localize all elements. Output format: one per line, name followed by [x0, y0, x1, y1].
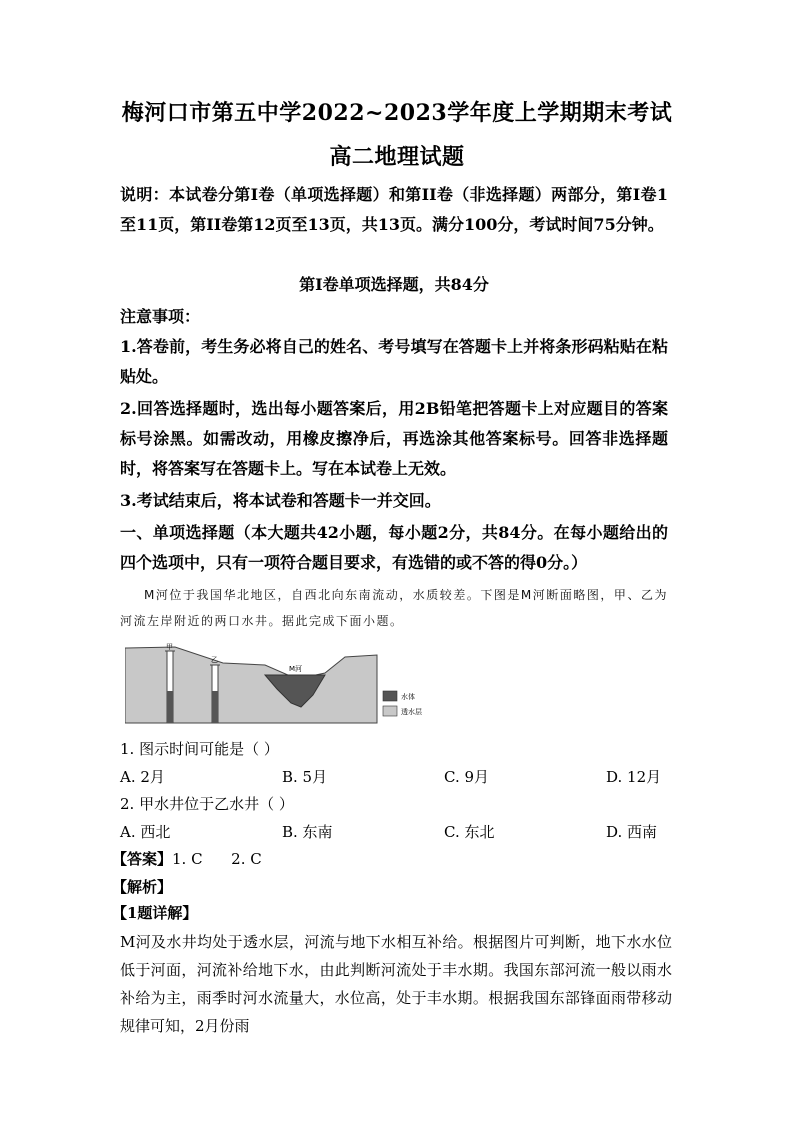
answer-value: 1. C 2. C — [172, 850, 262, 868]
note-item: 2.回答选择题时，选出每小题答案后，用2B铅笔把答题卡上对应题目的答案标号涂黑。如需改动，用橡皮擦净后，再选涂其他答案标号。回答非选择题时，将答案写在答题卡上。写在本试卷上无效。 — [120, 399, 668, 478]
question-1-stem: 1. 图示时间可能是（ ） — [120, 740, 279, 758]
q2-option-a: A. 西北 — [120, 823, 171, 841]
detail-text: M河及水井均处于透水层，河流与地下水相互补给。根据图片可判断，地下水水位低于河面，河流补给地下水，由此判断河流处于丰水期。我国东部河流一般以雨水补给为主，雨季时河水流量大，水位高，处于丰水期。根据我国东部锋面雨带移动规律可知，2月份雨 — [120, 933, 672, 1035]
legend-water-swatch — [383, 691, 397, 701]
q2-option-b: B. 东南 — [282, 823, 333, 841]
exam-title: 梅河口市第五中学2022~2023学年度上学期期末考试 — [121, 100, 673, 126]
label-jia: 甲 — [166, 643, 173, 651]
note-item: 1.答卷前，考生务必将自己的姓名、考号填写在答题卡上并将条形码粘贴在粘贴处。 — [120, 337, 668, 386]
legend-water-label: 水体 — [401, 693, 415, 701]
q1-option-d: D. 12月 — [606, 768, 662, 786]
label-yi: 乙 — [211, 656, 218, 664]
river-cross-section-figure — [125, 643, 425, 725]
label-river: M河 — [289, 665, 303, 673]
analysis-label: 【解析】 — [112, 878, 173, 896]
well-yi-water — [212, 691, 218, 723]
note-item: 3.考试结束后，将本试卷和答题卡一并交回。 — [120, 491, 441, 510]
q2-option-c: C. 东北 — [444, 823, 495, 841]
legend-layer-label: 透水层 — [401, 708, 422, 716]
permeable-layer-shape — [125, 647, 377, 723]
exam-subtitle: 高二地理试题 — [329, 144, 465, 170]
answer-label: 【答案】 — [112, 850, 173, 868]
question-material: M河位于我国华北地区，自西北向东南流动，水质较差。下图是M河断面略图，甲、乙为河流左岸附近的两口水井。据此完成下面小题。 — [120, 588, 668, 628]
q1-option-c: C. 9月 — [444, 768, 490, 786]
notes-heading: 注意事项： — [120, 307, 201, 326]
section-title: 第Ⅰ卷单项选择题，共84分 — [299, 275, 489, 294]
q1-option-b: B. 5月 — [282, 768, 328, 786]
q1-option-a: A. 2月 — [120, 768, 165, 786]
answer-line — [112, 848, 262, 870]
legend-layer-swatch — [383, 706, 397, 716]
question-2-stem: 2. 甲水井位于乙水井（ ） — [120, 795, 294, 813]
part-one-heading: 一、单项选择题（本大题共42小题，每小题2分，共84分。在每小题给出的四个选项中，只有一项符合题目要求，有选错的或不答的得0分。） — [120, 523, 668, 572]
well-jia-water — [167, 691, 173, 723]
q2-option-d: D. 西南 — [606, 823, 658, 841]
exam-instructions: 说明：本试卷分第Ⅰ卷（单项选择题）和第II卷（非选择题）两部分，第Ⅰ卷1至11页，第II卷第12页至13页，共13页。满分100分，考试时间75分钟。 — [120, 185, 668, 234]
detail-label: 【1题详解】 — [112, 904, 198, 922]
